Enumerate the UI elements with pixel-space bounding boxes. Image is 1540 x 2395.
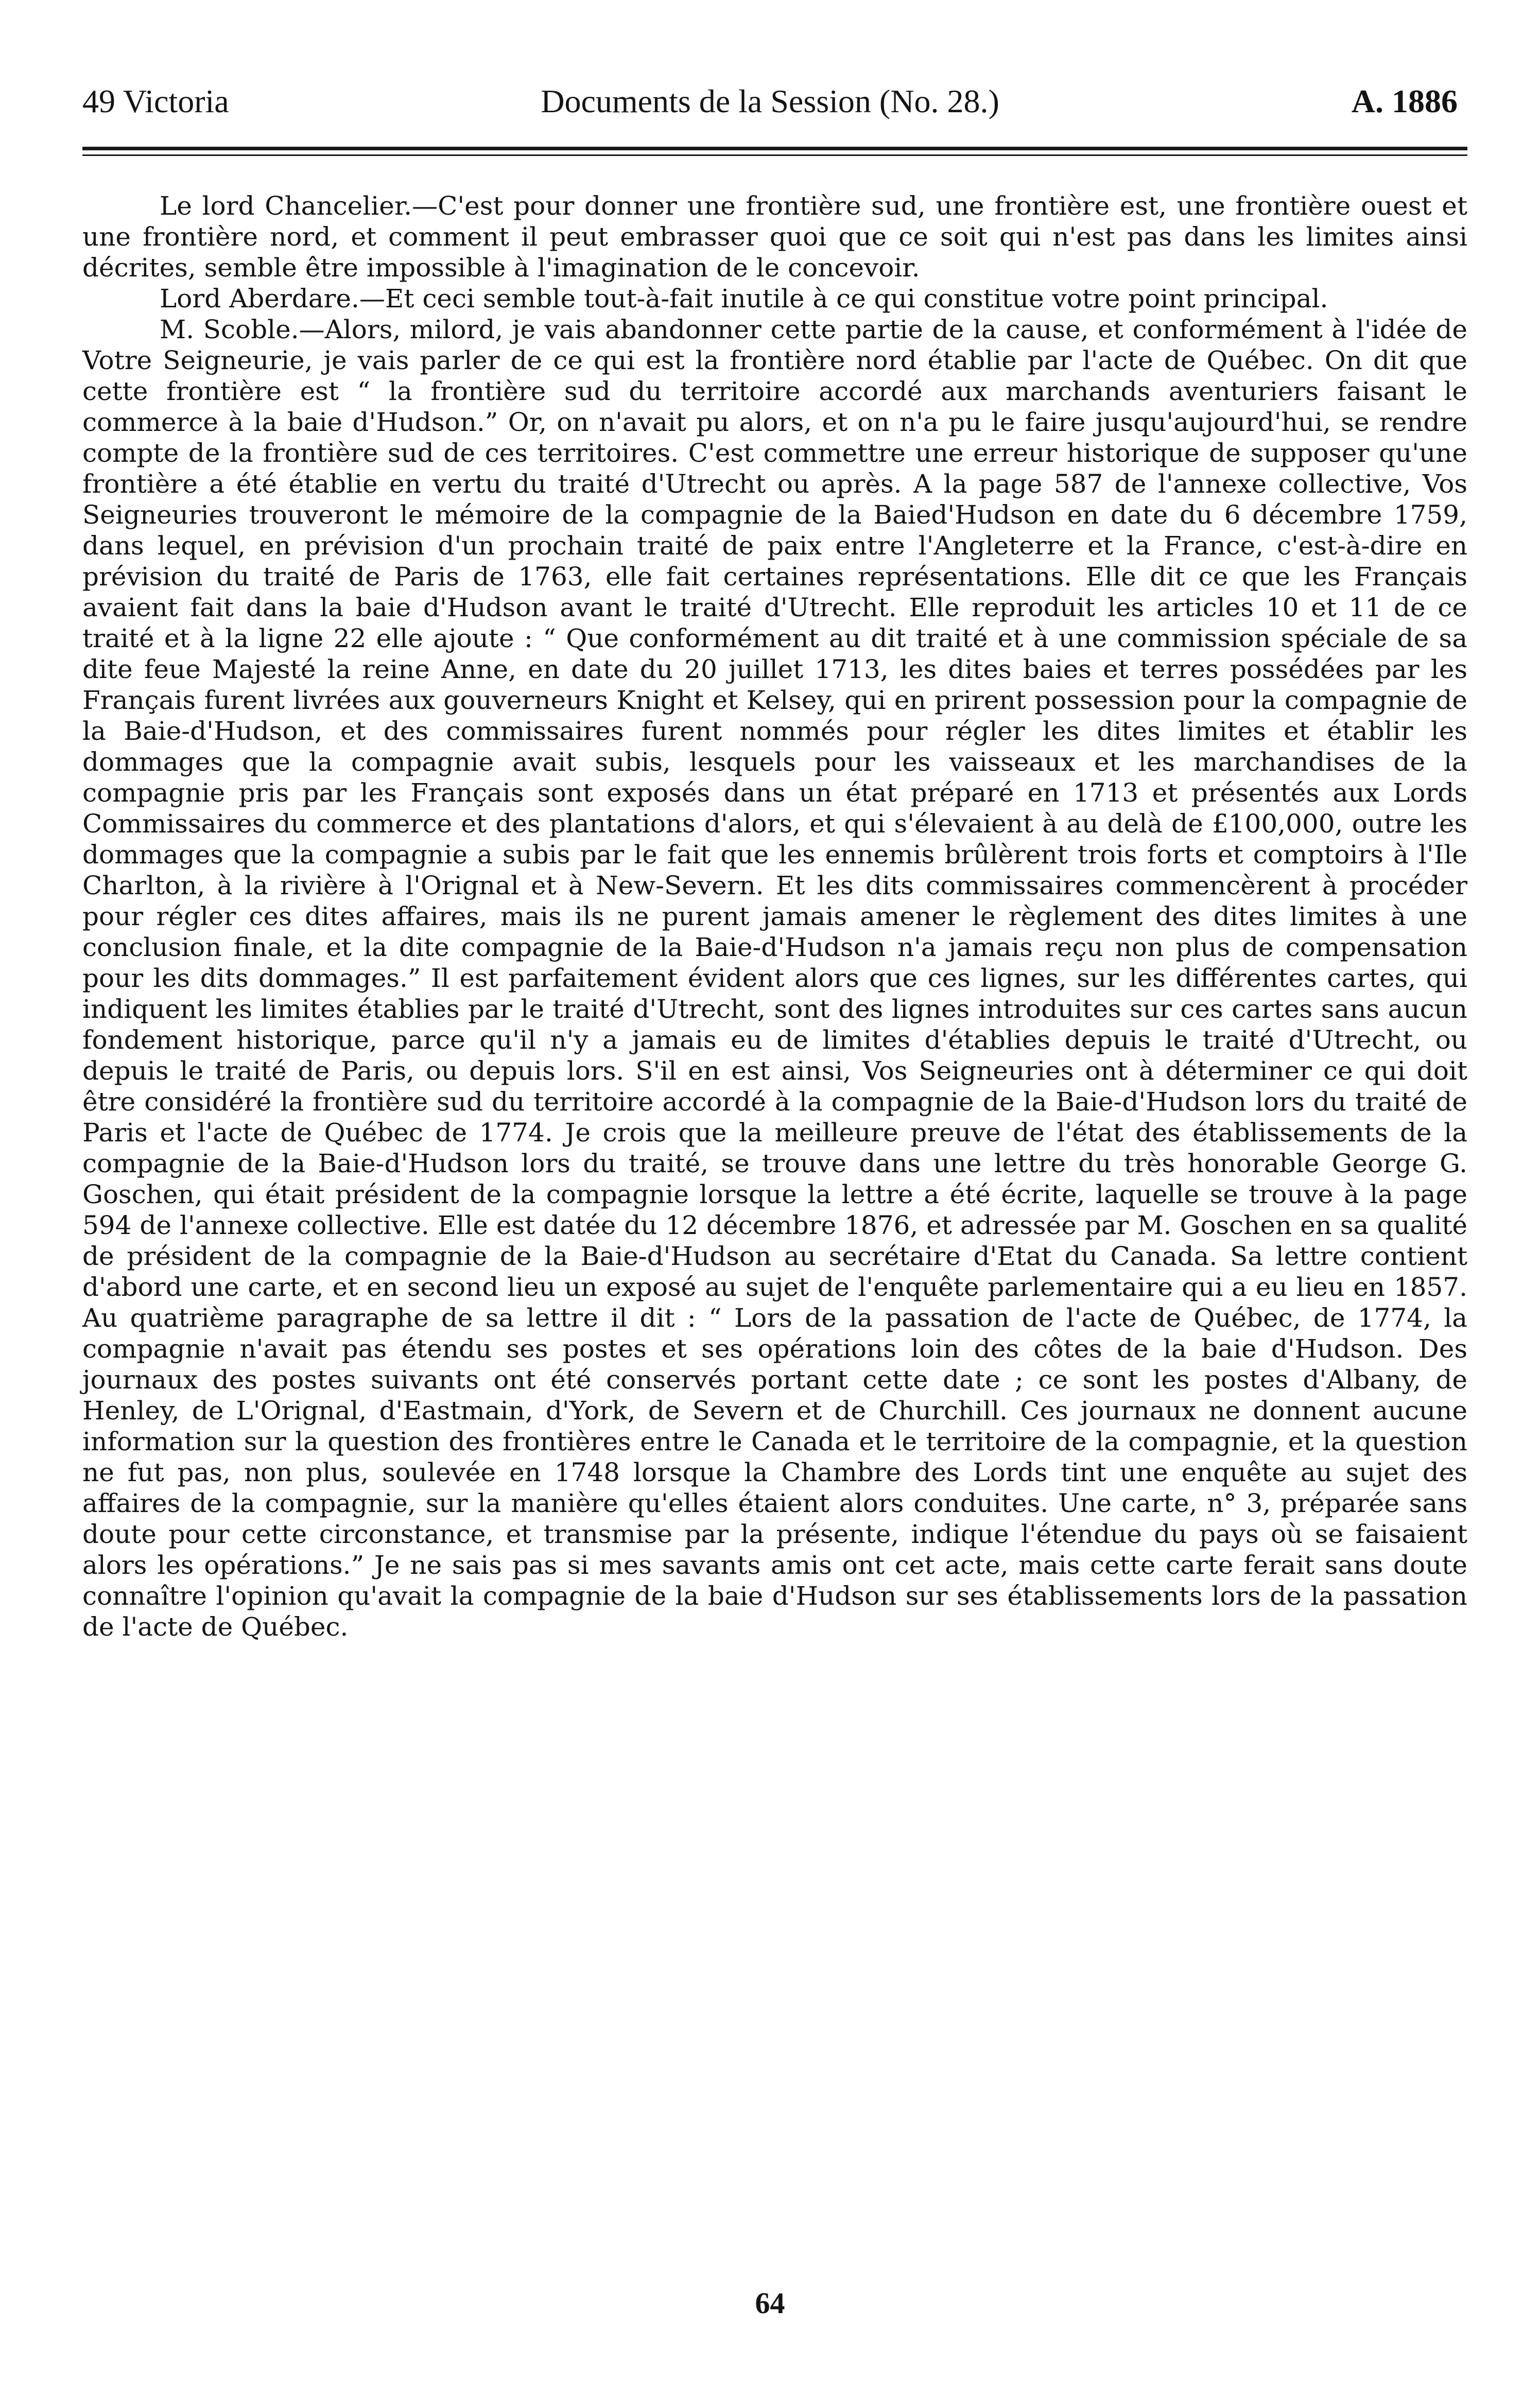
- header-title: Documents de la Session (No. 28.): [541, 83, 999, 119]
- page-number: 64: [755, 2286, 785, 2320]
- body-text: [82, 190, 1467, 1642]
- header-regnal-year: 49 Victoria: [82, 83, 229, 119]
- paragraph-lord-aberdare: Lord Aberdare.—Et ceci semble tout-à-fait inutile à ce qui constitue votre point principal.: [160, 284, 1328, 314]
- running-head: [77, 77, 1463, 134]
- header-year: A. 1886: [1351, 83, 1458, 119]
- paragraph-scoble: M. Scoble.—Alors, milord, je vais abandonner cette partie de la cause, et conformément à l'idée de Votre Seigneurie, je vais parler de ce qui est la frontière nord établie par l'acte de Québec. On dit que cette frontière est “ la frontière sud du territoire accordé aux marchands aventuriers faisant le commerce à la baie d'Hudson.” Or, on n'avait pu alors, et on n'a pu le faire jusqu'aujourd'hui, se rendre compte de la frontière sud de ces territoires. C'est commettre une erreur historique de supposer qu'une frontière a été établie en vertu du traité d'Utrecht ou après. A la page 587 de l'annexe collective, Vos Seigneuries trouveront le mémoire de la compagnie de la Baied'Hudson en date du 6 décembre 1759, dans lequel, en prévision d'un prochain traité de paix entre l'Angleterre et la France, c'est-à-dire en prévision du traité de Paris de 1763, elle fait certaines représentations. Elle dit ce que les Français avaient fait dans la baie d'Hudson avant le traité d'Utrecht. Elle reproduit les articles 10 et 11 de ce traité et à la ligne 22 elle ajoute : “ Que conformément au dit traité et à une commission spéciale de sa dite feue Majesté la reine Anne, en date du 20 juillet 1713, les dites baies et terres possédées par les Français furent livrées aux gouverneurs Knight et Kelsey, qui en prirent possession pour la compagnie de la Baie-d'Hudson, et des commissaires furent nommés pour régler les dites limites et établir les dommages que la compagnie avait subis, lesquels pour les vaisseaux et les marchandises de la compagnie pris par les Français sont exposés dans un état préparé en 1713 et présentés aux Lords Commissaires du commerce et des plantations d'alors, et qui s'élevaient à au delà de £100,000, outre les dommages que la compagnie a subis par le fait que les ennemis brûlèrent trois forts et comptoirs à l'Ile Charlton, à la rivière à l'Orignal et à New-Severn. Et les dits commissaires commencèrent à procéder pour régler ces dites affaires, mais ils ne purent jamais amener le règlement des dites limites à une conclusion finale, et la dite compagnie de la Baie-d'Hudson n'a jamais reçu non plus de compensation pour les dits dommages.” Il est parfaitement évident alors que ces lignes, sur les différentes cartes, qui indiquent les limites établies par le traité d'Utrecht, sont des lignes introduites sur ces cartes sans aucun fondement historique, parce qu'il n'y a jamais eu de limites d'établies depuis le traité d'Utrecht, ou depuis le traité de Paris, ou depuis lors. S'il en est ainsi, Vos Seigneuries ont à déterminer ce qui doit être considéré la frontière sud du territoire accordé à la compagnie de la Baie-d'Hudson lors du traité de Paris et l'acte de Québec de 1774. Je crois que la meilleure preuve de l'état des établissements de la compagnie de la Baie-d'Hudson lors du traité, se trouve dans une lettre du très honorable George G. Goschen, qui était président de la compagnie lorsque la lettre a été écrite, laquelle se trouve à la page 594 de l'annexe collective. Elle est datée du 12 décembre 1876, et adressée par M. Goschen en sa qualité de président de la compagnie de la Baie-d'Hudson au secrétaire d'Etat du Canada. Sa lettre contient d'abord une carte, et en second lieu un exposé au sujet de l'enquête parlementaire qui a eu lieu en 1857. Au quatrième paragraphe de sa lettre il dit : “ Lors de la passation de l'acte de Québec, de 1774, la compagnie n'avait pas étendu ses postes et ses opérations loin des côtes de la baie d'Hudson. Des journaux des postes suivants ont été conservés portant cette date ; ce sont les postes d'Albany, de Henley, de L'Orignal, d'Eastmain, d'York, de Severn et de Churchill. Ces journaux ne donnent aucune information sur la question des frontières entre le Canada et le territoire de la compagnie, et la question ne fut pas, non plus, soulevée en 1748 lorsque la Chambre des Lords tint une enquête au sujet des affaires de la compagnie, sur la manière qu'elles étaient alors conduites. Une carte, n° 3, préparée sans doute pour cette circonstance, et transmise par la présente, indique l'étendue du pays où se faisaient alors les opérations.” Je ne sais pas si mes savants amis ont cet acte, mais cette carte ferait sans doute connaître l'opinion qu'avait la compagnie de la baie d'Hudson sur ses établissements lors de la passation de l'acte de Québec.: [82, 315, 1467, 1642]
- header-rule-thick: [82, 147, 1467, 150]
- header-rule-thin: [82, 154, 1467, 156]
- paragraph-lord-chancellor: Le lord Chancelier.—C'est pour donner une frontière sud, une frontière est, une frontière ouest et une frontière nord, et comment il peut embrasser quoi que ce soit qui n'est pas dans les limites ainsi décrites, semble être impossible à l'imagination de le concevoir.: [82, 191, 1467, 283]
